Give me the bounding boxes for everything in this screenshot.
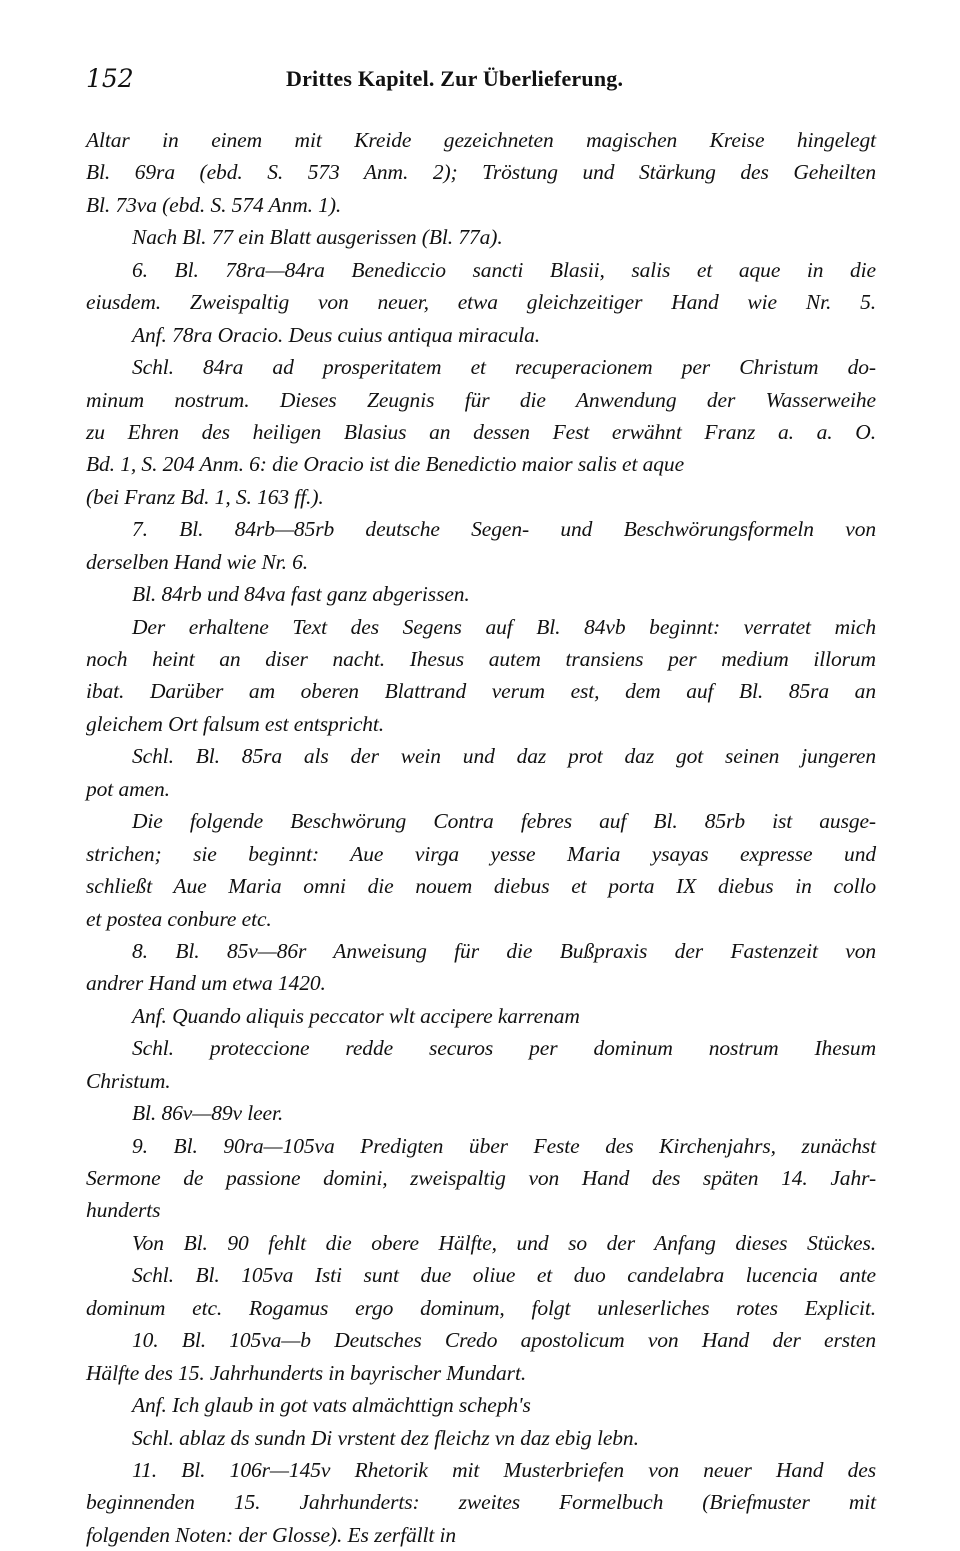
text-line: 6. Bl. 78ra—84ra Benediccio sancti Blasii, salis et aque in die (132, 257, 876, 282)
text-line: schließt Aue Maria omni die nouem diebus et porta IX diebus in collo (86, 874, 876, 899)
text-line: Schl. Bl. 85ra als der wein und daz prot daz got seinen jungeren (132, 744, 876, 769)
text-line: dominum etc. Rogamus ergo dominum, folgt unleserliches rotes Explicit. (86, 1295, 876, 1320)
text-line: 9. Bl. 90ra—105va Predigten über Feste des Kirchenjahrs, zunächst (132, 1133, 876, 1158)
text-line: Schl. Bl. 105va Isti sunt due oliue et duo candelabra lucencia ante (132, 1263, 876, 1288)
text-line: Bl. 73va (ebd. S. 574 Anm. 1). (86, 192, 342, 217)
text-line: Anf. Quando aliquis peccator wlt accipere karrenam (132, 1003, 580, 1028)
text-line: 8. Bl. 85v—86r Anweisung für die Bußpraxis der Fastenzeit von (132, 938, 876, 963)
text-line: eiusdem. Zweispaltig von neuer, etwa gleichzeitiger Hand wie Nr. 5. (86, 290, 876, 315)
text-line: Anf. Ich glaub in got vats almächttign scheph's (132, 1393, 531, 1418)
text-line: Bd. 1, S. 204 Anm. 6: die Oracio ist die Benedictio maior salis et aque (86, 452, 685, 477)
text-line: hunderts (86, 1198, 161, 1223)
text-line: Bl. 86v—89v leer. (132, 1101, 284, 1126)
text-line: Schl. 84ra ad prosperitatem et recuperacionem per Christum do- (132, 355, 876, 380)
text-line: 7. Bl. 84rb—85rb deutsche Segen- und Beschwörungsformeln von (132, 517, 876, 542)
text-line: beginnenden 15. Jahrhunderts: zweites Formelbuch (Briefmuster mit (86, 1490, 876, 1515)
text-line: andrer Hand um etwa 1420. (86, 971, 326, 996)
text-line: pot amen. (86, 776, 170, 801)
text-line: 11. Bl. 106r—145v Rhetorik mit Musterbriefen von neuer Hand des (132, 1457, 876, 1482)
page-body (86, 124, 876, 1551)
text-line: Altar in einem mit Kreide gezeichneten magischen Kreise hingelegt (86, 128, 876, 152)
text-line: noch heint an diser nacht. Ihesus autem transiens per medium illorum (86, 647, 876, 671)
text-line: Schl. ablaz ds sundn Di vrstent dez fleichz vn daz ebig lebn. (132, 1425, 639, 1450)
text-line: Der erhaltene Text des Segens auf Bl. 84vb beginnt: verratet mich (132, 614, 876, 639)
running-head: Drittes Kapitel. Zur Überlieferung. (286, 66, 624, 91)
text-line: ibat. Darüber am oberen Blattrand verum est, dem auf Bl. 85ra an (86, 679, 876, 704)
text-line: derselben Hand wie Nr. 6. (86, 549, 309, 574)
text-line: Anf. 78ra Oracio. Deus cuius antiqua miracula. (132, 322, 541, 347)
text-line: 10. Bl. 105va—b Deutsches Credo apostolicum von Hand der ersten (132, 1328, 876, 1353)
page-number: 152 (86, 64, 134, 93)
page-header (86, 64, 876, 98)
text-line: gleichem Ort falsum est entspricht. (86, 711, 385, 736)
text-line: Christum. (86, 1068, 171, 1093)
text-line: Hälfte des 15. Jahrhunderts in bayrischer Mundart. (86, 1360, 527, 1385)
text-line: Schl. proteccione redde securos per dominum nostrum Ihesum (132, 1036, 876, 1061)
text-line: Von Bl. 90 fehlt die obere Hälfte, und so der Anfang dieses Stückes. (132, 1230, 876, 1255)
text-line: et postea conbure etc. (86, 906, 272, 931)
text-line: minum nostrum. Dieses Zeugnis für die Anwendung der Wasserweihe (86, 387, 876, 412)
text-line: Bl. 69ra (ebd. S. 573 Anm. 2); Tröstung und Stärkung des Geheilten (86, 160, 876, 185)
text-line: folgenden Noten: der Glosse). Es zerfällt in (86, 1522, 457, 1547)
text-line: strichen; sie beginnt: Aue virga yesse Maria ysayas expresse und (86, 841, 876, 866)
text-line: Bl. 84rb und 84va fast ganz abgerissen. (132, 582, 470, 607)
text-line: Sermone de passione domini, zweispaltig von Hand des späten 14. Jahr- (86, 1166, 876, 1190)
text-line: (bei Franz Bd. 1, S. 163 ff.). (86, 484, 324, 509)
text-line: zu Ehren des heiligen Blasius an dessen Fest erwähnt Franz a. a. O. (86, 419, 876, 444)
text-line: Nach Bl. 77 ein Blatt ausgerissen (Bl. 77a). (132, 225, 503, 250)
text-line: Die folgende Beschwörung Contra febres auf Bl. 85rb ist ausge- (132, 809, 876, 834)
